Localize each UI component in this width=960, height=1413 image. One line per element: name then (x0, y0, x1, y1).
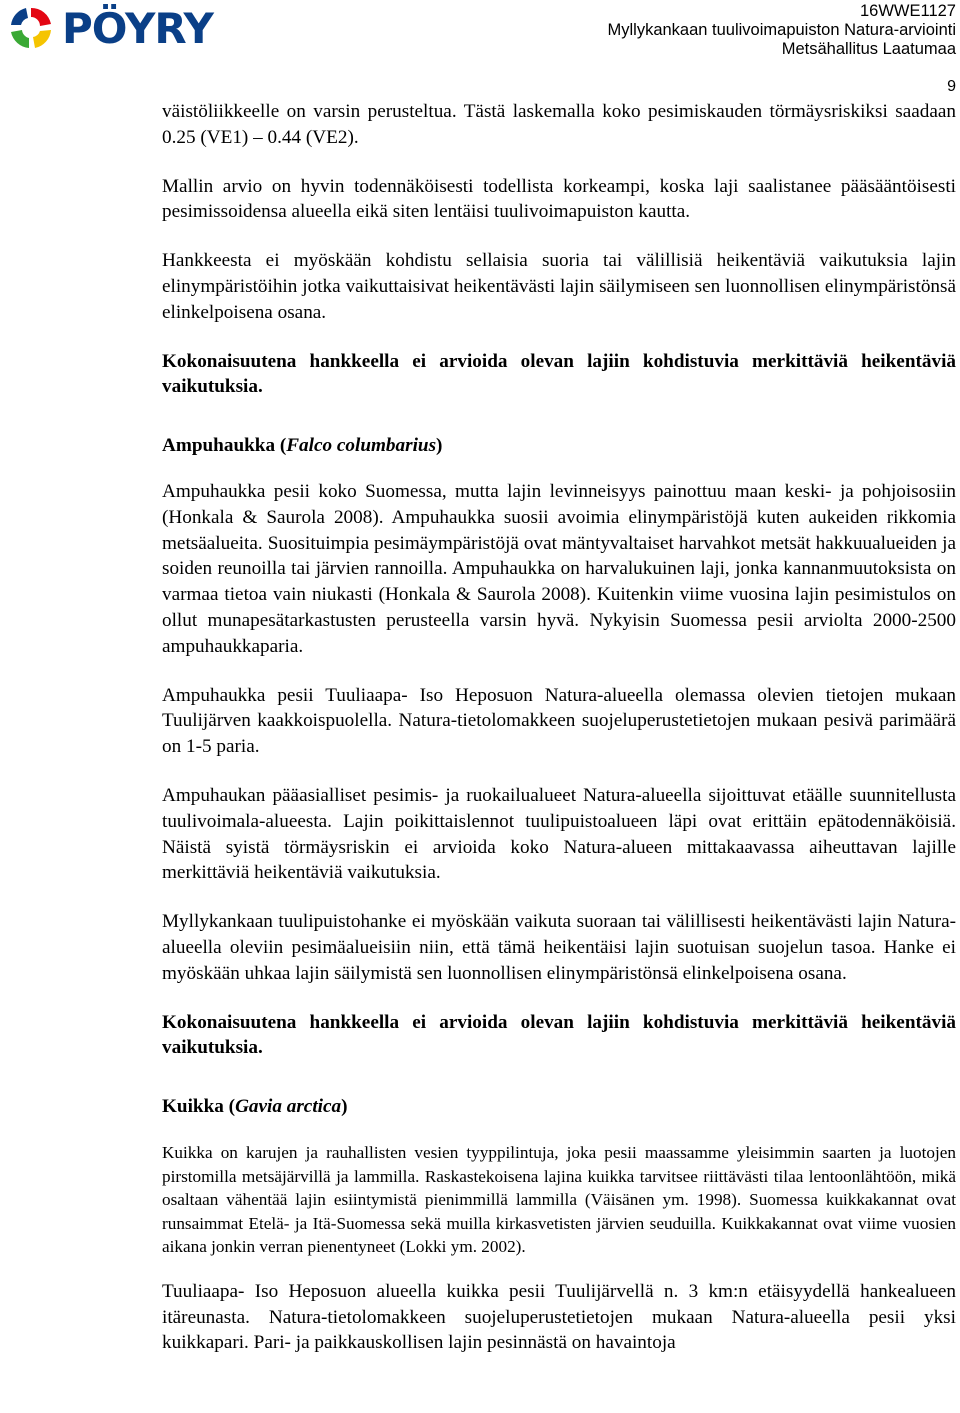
section-heading-ampuhaukka (162, 433, 956, 459)
paragraph: Ampuhaukka pesii Tuuliaapa- Iso Heposuon Natura-alueella olemassa olevien tietojen mukaan Tuulijärven kaakkoispuolella. Natura-tietolomakkeen suojeluperustetietojen mukaan pesivä parimäärä on 1-5 paria. (162, 684, 956, 758)
page-number: 9 (947, 78, 956, 95)
heading-latin: Gavia arctica (235, 1096, 342, 1118)
doc-author: Metsähallitus Laatumaa (781, 40, 956, 58)
heading-end: ) (436, 435, 443, 457)
document-body (162, 99, 956, 1356)
paragraph: Mallin arvio on hyvin todennäköisesti todellista korkeampi, koska laji saalistanee pääsääntöisesti pesimissoidensa alueella eikä siten lentäisi tuulivoimapuiston kautta. (162, 175, 956, 223)
conclusion: Kokonaisuutena hankkeella ei arvioida olevan lajiin kohdistuvia merkittäviä heikentäviä vaikutuksia. (162, 350, 956, 398)
page-header (0, 0, 960, 95)
paragraph: väistöliikkeelle on varsin perusteltua. Tästä laskemalla koko pesimiskauden törmäysriskiksi saadaan 0.25 (VE1) – 0.44 (VE2). (162, 101, 956, 148)
heading-latin: Falco columbarius (286, 435, 437, 457)
poyry-logo (6, 4, 256, 52)
paragraph: Hankkeesta ei myöskään kohdistu sellaisia suoria tai välillisiä heikentäviä vaikutuksia lajin elinympäristöihin jotka vaikuttaisivat heikentävästi lajin säilymiseen sen luonnollisen elinympäristönsä elinkelpoisena osana. (162, 250, 956, 323)
paragraph: Myllykankaan tuulipuistohanke ei myöskään vaikuta suoraan tai välillisesti heikentävästi lajin Natura-alueella oleviin pesimäalueisiin niin, että tämä heikentäisi lajin suotuisan suojelun tasoa. Hanke ei myöskään uhkaa lajin säilymistä sen luonnollisen elinympäristönsä elinkelpoisena osana. (162, 911, 956, 984)
heading-name: Ampuhaukka ( (162, 435, 287, 457)
poyry-logo-icon (6, 4, 56, 52)
heading-name: Kuikka ( (162, 1096, 236, 1118)
paragraph: Ampuhaukan pääasialliset pesimis- ja ruokailualueet Natura-alueella sijoittuvat etäälle suunnitellusta tuulivoimala-alueesta. Lajin poikittaislennot tuulipuistoalueen läpi ovat erittäin epätodennäköisiä. Näistä syistä törmäysriskin ei arvioida koko Natura-alueen mittakaavassa aiheuttavan lajille merkittäviä heikentäviä vaikutuksia. (162, 784, 956, 884)
heading-end: ) (341, 1096, 348, 1118)
conclusion: Kokonaisuutena hankkeella ei arvioida olevan lajiin kohdistuvia merkittäviä heikentäviä vaikutuksia. (162, 1011, 956, 1059)
paragraph: Tuuliaapa- Iso Heposuon alueella kuikka pesii Tuulijärvellä n. 3 km:n etäisyydellä hankealueen itäreunasta. Natura-tietolomakkeen suojeluperustetietojen mukaan Natura-alueella pesii yksi kuikkapari. Pari- ja paikkauskollisen lajin pesinnästä on havaintoja (162, 1280, 956, 1354)
brand-name: PÖYRY (62, 4, 213, 53)
header-info (608, 2, 957, 59)
paragraph: Ampuhaukka pesii koko Suomessa, mutta lajin levinneisyys painottuu maan keski- ja pohjoisosiin (Honkala & Saurola 2008). Ampuhaukka suosii avoimia elinympäristöjä kuten aukeiden rikkomia metsäalueita. Suosituimpia pesimäympäristöjä ovat mäntyvaltaiset harvahkot metsät hakkuualueiden ja soiden reunoilla tai järvien rannoilla. Ampuhaukka on harvalukuinen laji, jonka kannanmuutoksista on varmaa tietoa vain niukasti (Honkala & Saurola 2008). Kuitenkin viime vuosina lajin pesimistulos on ollut munapesätarkastusten perusteella varsin hyvä. Nykyisin Suomessa pesii arviolta 2000-2500 ampuhaukkaparia. (162, 480, 956, 657)
paragraph: Kuikka on karujen ja rauhallisten vesien tyyppilintuja, joka pesii maassamme yleisimmin saarten ja luotojen pirstomilla metsäjärvillä ja lammilla. Raskastekoisena lajina kuikka tarvitsee riittävästi tilaa lentoonlähtöön, mikä osaltaan vähentää lajin esiintymistä pienimmillä lammilla (Väisänen ym. 1998). Suomessa kuikkakannat ovat runsaimmat Etelä- ja Itä-Suomessa sekä muilla kirkasvetisten järvien seuduilla. Kuikkakannat ovat viime vuosien aikana jonkin verran pienentyneet (Lokki ym. 2002). (162, 1142, 956, 1257)
section-heading-kuikka (162, 1094, 956, 1120)
doc-title: Myllykankaan tuulivoimapuiston Natura-arviointi (607, 21, 956, 39)
doc-id: 16WWE1127 (860, 2, 956, 20)
